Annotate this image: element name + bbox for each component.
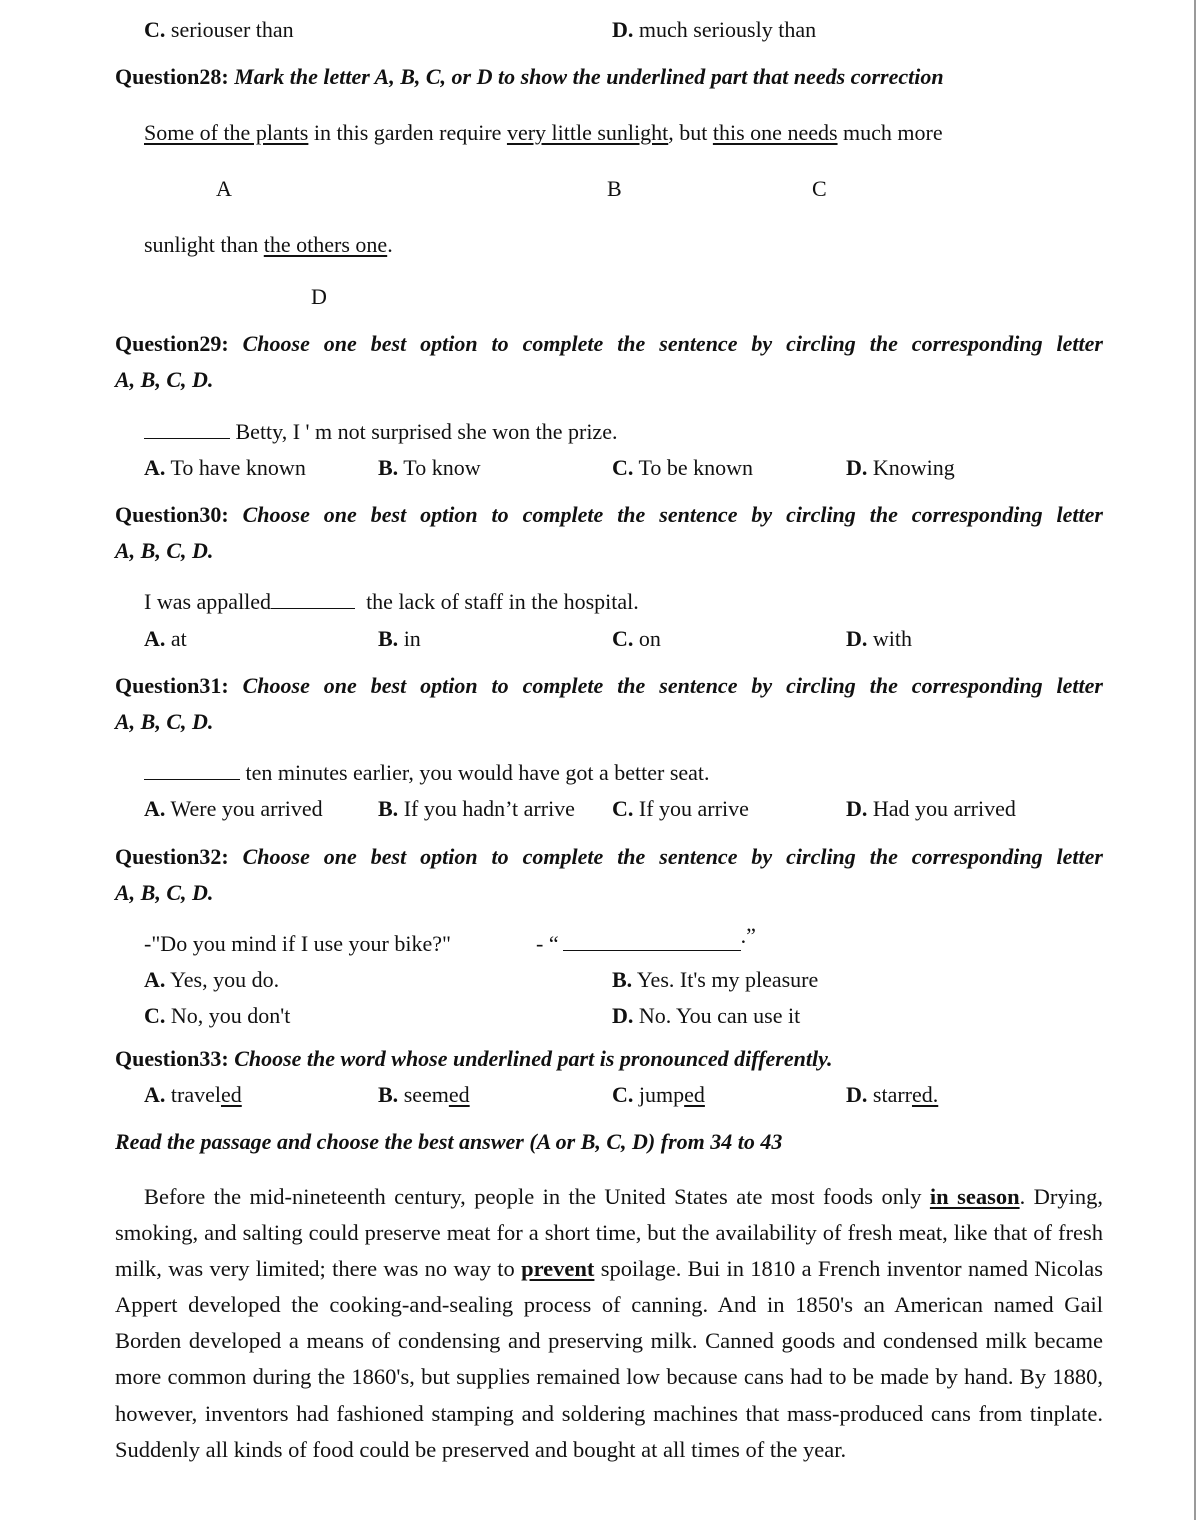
q33-option-a: A. traveled	[144, 1082, 242, 1107]
q30-heading-cont: A, B, C, D.	[115, 538, 214, 563]
q31-option-a: A. Were you arrived	[144, 796, 323, 821]
q31-option-c: C. If you arrive	[612, 796, 749, 821]
passage-key-word-prevent: prevent	[521, 1256, 595, 1282]
q31-option-b: B. If you hadn’t arrive	[378, 796, 575, 821]
q31-heading: Question31: Choose one best option to complete the sentence by circling the corresponding letter	[115, 673, 1103, 698]
q29-stem: Betty, I ' m not surprised she won the prize.	[144, 418, 617, 446]
q31-heading-cont: A, B, C, D.	[115, 709, 214, 734]
q30-option-a: A. at	[144, 626, 187, 651]
q29-option-b: B. To know	[378, 455, 481, 480]
page-right-border	[1194, 0, 1196, 1520]
q28-heading: Question28: Mark the letter A, B, C, or D to show the underlined part that needs correction	[115, 64, 944, 89]
q28-marker-a: A	[216, 176, 232, 201]
q28-sentence-line1: Some of the plants in this garden require very little sunlight, but this one needs much more	[144, 120, 943, 145]
passage-key-word-in-season: in season	[929, 1184, 1020, 1209]
q30-option-d: D. with	[846, 626, 913, 651]
q33-heading: Question33: Choose the word whose underlined part is pronounced differently.	[115, 1046, 833, 1071]
q29-heading: Question29: Choose one best option to complete the sentence by circling the corresponding letter	[115, 331, 1103, 356]
q29-heading-cont: A, B, C, D.	[115, 367, 214, 392]
q32-option-b: B. Yes. It's my pleasure	[612, 967, 819, 992]
q33-option-d: D. starred.	[846, 1082, 939, 1107]
q30-option-b: B. in	[378, 626, 421, 651]
q28-sentence-line2: sunlight than the others one.	[144, 232, 393, 257]
q28-marker-d: D	[311, 284, 327, 309]
q29-option-d: D. Knowing	[846, 455, 955, 480]
q28-marker-c: C	[812, 176, 827, 201]
reading-passage: Before the mid-nineteenth century, people in the United States ate most foods only in season. Drying, smoking, and salting could preserve meat for a short time, but the availability of fresh meat, like that of fresh milk, was very limited; there was no way to prevent spoilage. Bui in 1810 a French inventor named Nicolas Appert developed the cooking-and-sealing process of canning. And in 1850's an American named Gail Borden developed a means of condensing and preserving milk. Canned goods and condensed milk became more common during the 1860's, but supplies remained low because cans had to be made by hand. By 1880, however, inventors had fashioned stamping and soldering machines that mass-produced cans from tinplate. Suddenly all kinds of food could be preserved and bought at all times of the year.	[115, 1184, 1104, 1462]
q29-option-a: A. To have known	[144, 455, 306, 480]
q30-heading: Question30: Choose one best option to complete the sentence by circling the corresponding letter	[115, 502, 1103, 527]
q27-option-d: D. much seriously than	[612, 17, 817, 42]
q32-option-a: A. Yes, you do.	[144, 967, 280, 992]
q33-option-b: B. seemed	[378, 1082, 470, 1107]
q32-heading: Question32: Choose one best option to complete the sentence by circling the corresponding letter	[115, 844, 1103, 869]
q28-marker-b: B	[607, 176, 622, 201]
q32-option-d: D. No. You can use it	[612, 1003, 801, 1028]
reading-instruction: Read the passage and choose the best answer (A or B, C, D) from 34 to 43	[115, 1129, 783, 1154]
q33-option-c: C. jumped	[612, 1082, 705, 1107]
q31-stem: ten minutes earlier, you would have got a better seat.	[144, 759, 710, 787]
q32-response: - “ .”	[536, 923, 756, 956]
q32-heading-cont: A, B, C, D.	[115, 880, 214, 905]
q30-option-c: C. on	[612, 626, 661, 651]
q27-option-c: C. seriouser than	[144, 17, 294, 42]
q30-stem: I was appalled the lack of staff in the hospital.	[144, 589, 639, 614]
q32-prompt: -"Do you mind if I use your bike?"	[144, 931, 451, 956]
q29-option-c: C. To be known	[612, 455, 754, 480]
q32-option-c: C. No, you don't	[144, 1003, 291, 1028]
q31-option-d: D. Had you arrived	[846, 796, 1016, 821]
